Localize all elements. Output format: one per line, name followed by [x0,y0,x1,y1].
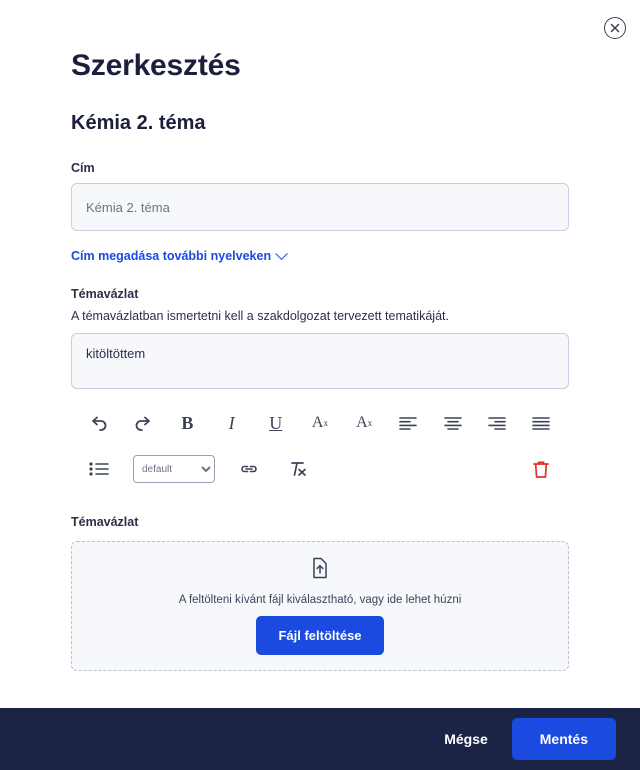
title-field-label: Cím [71,161,95,175]
attachment-field-label: Témavázlat [71,515,139,529]
superscript-icon[interactable]: A x [356,414,373,431]
text-style-select[interactable] [133,455,215,483]
link-icon[interactable] [235,455,263,483]
title-input[interactable] [71,183,569,231]
italic-icon[interactable]: I [228,412,235,433]
align-left-icon[interactable] [394,409,422,437]
upload-file-button[interactable]: Fájl feltöltése [256,616,383,655]
undo-icon[interactable] [85,409,113,437]
trash-icon[interactable] [527,455,555,483]
topic-subtitle: Kémia 2. téma [71,112,206,134]
underline-icon[interactable]: U [269,412,283,433]
cancel-button[interactable]: Mégse [436,721,496,757]
outline-editor[interactable]: kitöltöttem [71,333,569,389]
file-upload-icon [311,557,329,584]
add-languages-link[interactable] [71,249,286,263]
rich-text-toolbar [71,403,569,489]
file-dropzone[interactable] [71,541,569,671]
dropzone-text: A feltölteni kívánt fájl kiválasztható, vagy ide lehet húzni [178,594,462,606]
align-center-icon[interactable] [439,409,467,437]
chevron-down-icon [275,247,288,260]
bullet-list-icon[interactable] [85,455,113,483]
align-right-icon[interactable] [483,409,511,437]
save-button[interactable]: Mentés [512,718,616,760]
dialog-footer [0,708,640,770]
redo-icon[interactable] [129,409,157,437]
clear-formatting-icon[interactable] [283,455,311,483]
bold-icon[interactable]: B [181,412,194,433]
add-languages-label: Cím megadása további nyelveken [71,249,272,263]
page-title: Szerkesztés [71,49,241,82]
subscript-icon[interactable]: A x [311,414,328,431]
align-justify-icon[interactable] [527,409,555,437]
outline-field-label: Témavázlat [71,287,139,301]
outline-field-help: A témavázlatban ismertetni kell a szakdolgozat tervezett tematikáját. [71,309,449,323]
